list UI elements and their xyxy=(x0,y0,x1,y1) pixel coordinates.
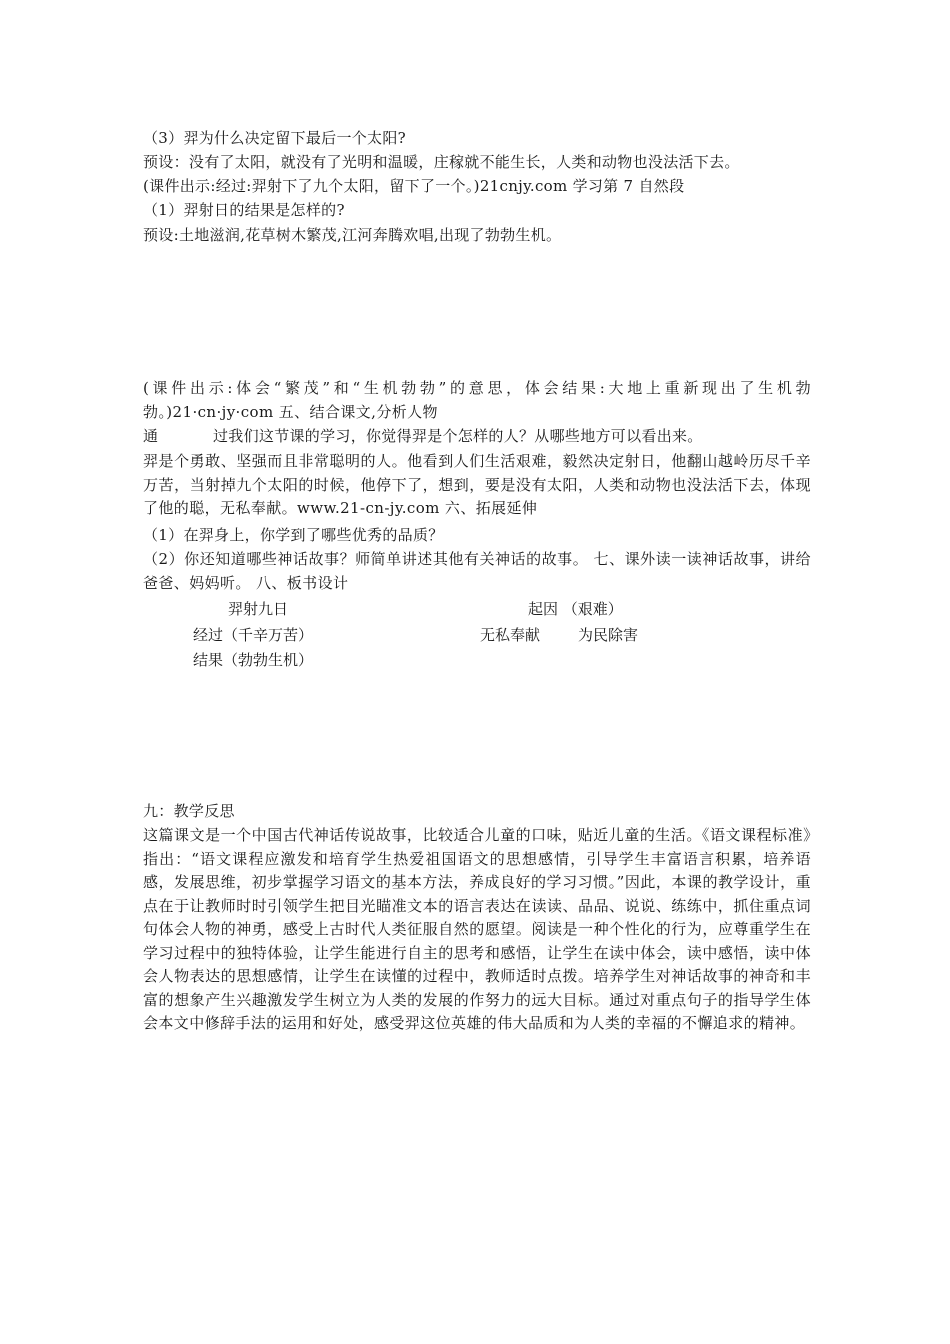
board-selfless: 无私奉献 xyxy=(480,626,541,644)
quality-question-line: （1）在羿身上，你学到了哪些优秀的品质？ xyxy=(143,526,444,544)
preset-result-line: 预设:土地滋润,花草树木繁茂,江河奔腾欢唱,出现了勃勃生机。 xyxy=(143,226,562,244)
board-remove-harm: 为民除害 xyxy=(578,626,639,644)
myth-question-paragraph: （2）你还知道哪些神话故事？师简单讲述其他有关神话的故事。 七、课外读一读神话故事，讲给爸爸、妈妈听。 八、板书设计 xyxy=(143,550,811,592)
courseware-paragraph: (课件出示:体会“繁茂”和“生机勃勃”的意思，体会结果:大地上重新现出了生机勃勃。)21·cn·jy·com 五、结合课文,分析人物 xyxy=(143,379,811,421)
reflection-heading: 九：教学反思 xyxy=(143,802,235,820)
character-analysis-paragraph: 羿是个勇敢、坚强而且非常聪明的人。他看到人们生活艰难，毅然决定射日，他翻山越岭历尽千辛万苦，当射掉九个太阳的时候，他停下了，想到，要是没有太阳，人类和动物也没法活下去，体现了他的聪，无私奉献。www.21-cn-jy.com 六、拓展延伸 xyxy=(143,452,811,517)
question-1-line: （1）羿射日的结果是怎样的? xyxy=(143,201,345,219)
board-cause: 起因 （艰难） xyxy=(528,600,623,618)
board-title: 羿射九日 xyxy=(228,600,289,618)
courseware-line: (课件出示:经过:羿射下了九个太阳，留下了一个。)21cnjy.com 学习第 7 自然段 xyxy=(143,177,685,195)
question-3-line: （3）羿为什么决定留下最后一个太阳? xyxy=(143,129,406,147)
board-process: 经过（千辛万苦） xyxy=(193,626,314,644)
preset-answer-line: 预设：没有了太阳，就没有了光明和温暖，庄稼就不能生长，人类和动物也没法活下去。 xyxy=(143,153,740,171)
reflection-body: 这篇课文是一个中国古代神话传说故事，比较适合儿童的口味，贴近儿童的生活。《语文课程标准》指出：“语文课程应激发和培育学生热爱祖国语文的思想感情，引导学生丰富语言积累，培养语感，发展思维，初步掌握学习语文的基本方法，养成良好的学习习惯。”因此，本课的教学设计，重点在于让教师时时引领学生把目光瞄准文本的语言表达在读读、品品、说说、练练中，抓住重点词句体会人物的神勇，感受上古时代人类征服自然的愿望。阅读是一种个性化的行为，应尊重学生在学习过程中的独特体验，让学生能进行自主的思考和感悟，让学生在读中体会，读中感悟，读中体会人物表达的思想感情，让学生在读懂的过程中，教师适时点拨。培养学生对神话故事的神奇和丰富的想象产生兴趣激发学生树立为人类的发展的作努力的远大目标。通过对重点句子的指导学生体会本文中修辞手法的运用和好处，感受羿这位英雄的伟大品质和为人类的幸福的不懈追求的精神。 xyxy=(143,826,811,1032)
tong-char: 通 xyxy=(143,427,159,445)
board-result: 结果（勃勃生机） xyxy=(193,651,314,669)
learning-question-line: 过我们这节课的学习，你觉得羿是个怎样的人？从哪些地方可以看出来。 xyxy=(213,427,703,445)
